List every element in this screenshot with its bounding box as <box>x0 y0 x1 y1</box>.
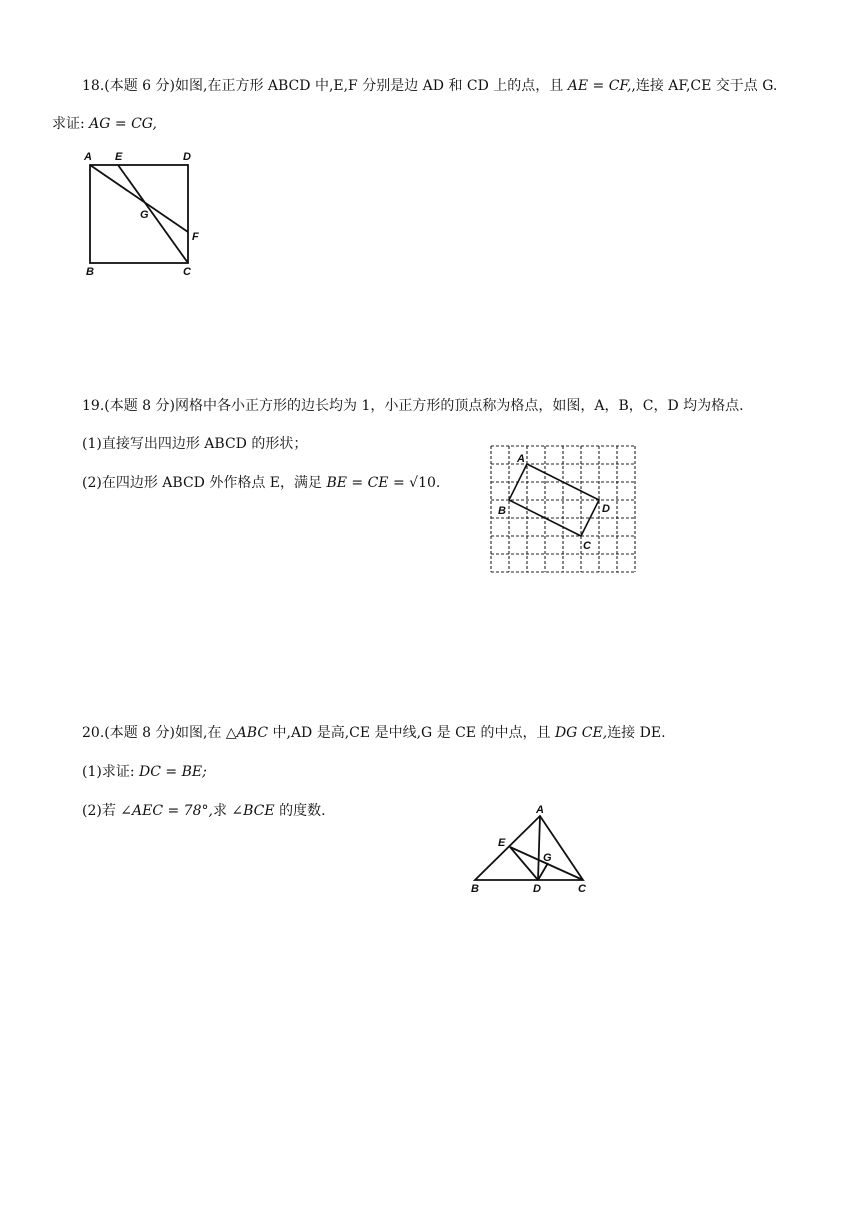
q20-angle-aec: ∠AEC = 78°, <box>120 803 213 819</box>
tri-label-c: C <box>578 883 586 895</box>
q20-part1-text: (1)求证: <box>82 764 139 780</box>
q20-part2 <box>82 801 326 821</box>
q19-part2-text: (2)在四边形 ABCD 外作格点 E，满足 <box>82 475 327 491</box>
square-abcd <box>90 165 188 263</box>
q20-line1 <box>82 723 666 743</box>
label-a: A <box>84 151 92 163</box>
q18-condition: AE = CF, <box>567 78 632 94</box>
q19-part2-math: BE = CE = <box>326 475 410 491</box>
tri-label-b: B <box>471 883 479 895</box>
q18-prove-statement: AG = CG, <box>89 116 157 132</box>
grid-label-b: B <box>498 505 506 517</box>
altitude-ad <box>538 816 540 880</box>
label-f: F <box>192 231 199 243</box>
q19-line1 <box>82 396 744 416</box>
q20-text-b: 中,AD 是高,CE 是中线,G 是 CE 的中点，且 <box>268 725 555 741</box>
q19-part1 <box>82 434 307 454</box>
q20-triangle-figure <box>465 800 595 895</box>
segment-ec <box>118 165 188 263</box>
q18-line2 <box>52 114 157 134</box>
q18-line1 <box>82 76 777 96</box>
q19-grid-figure <box>487 444 639 578</box>
tri-label-a: A <box>536 804 544 816</box>
q19-part2-root: √10. <box>409 475 441 491</box>
q20-part2-c: 的度数. <box>274 803 326 819</box>
q20-angle-bce: ∠BCE <box>231 803 275 819</box>
tri-label-e: E <box>498 837 506 849</box>
label-b: B <box>86 266 94 278</box>
q18-text-tail: ,连接 AF,CE 交于点 G. <box>631 78 778 94</box>
q20-text-c: 连接 DE. <box>607 725 666 741</box>
label-e: E <box>115 151 123 163</box>
label-c: C <box>183 266 191 278</box>
segment-dg <box>538 863 548 880</box>
grid-label-d: D <box>602 503 610 515</box>
q18-prove-label: 求证: <box>52 116 90 132</box>
dashed-grid <box>491 446 635 572</box>
q18-text: 18.(本题 6 分)如图,在正方形 ABCD 中,E,F 分别是边 AD 和 CD 上的点，且 <box>82 78 568 94</box>
q20-text-a: 20.(本题 8 分)如图,在 <box>82 725 226 741</box>
segment-af <box>90 165 188 232</box>
q19-part1-text: (1)直接写出四边形 ABCD 的形状； <box>82 436 308 452</box>
tri-label-g: G <box>543 852 552 864</box>
q19-part2 <box>82 473 440 493</box>
q20-part2-a: (2)若 <box>82 803 121 819</box>
q20-condition: DG CE, <box>554 725 608 741</box>
q20-part1 <box>82 762 207 782</box>
q20-part1-math: DC = BE; <box>139 764 207 780</box>
label-g: G <box>140 209 149 221</box>
q20-triangle: △ABC <box>225 725 269 741</box>
grid-label-a: A <box>517 453 525 465</box>
segment-de <box>510 847 538 880</box>
grid-label-c: C <box>583 540 591 552</box>
tri-label-d: D <box>533 883 541 895</box>
q18-figure <box>80 145 210 280</box>
q19-text: 19.(本题 8 分)网格中各小正方形的边长均为 1，小正方形的顶点称为格点，如图，A，B，C，D 均为格点. <box>82 398 744 414</box>
q20-part2-b: 求 <box>212 803 232 819</box>
label-d: D <box>183 151 191 163</box>
